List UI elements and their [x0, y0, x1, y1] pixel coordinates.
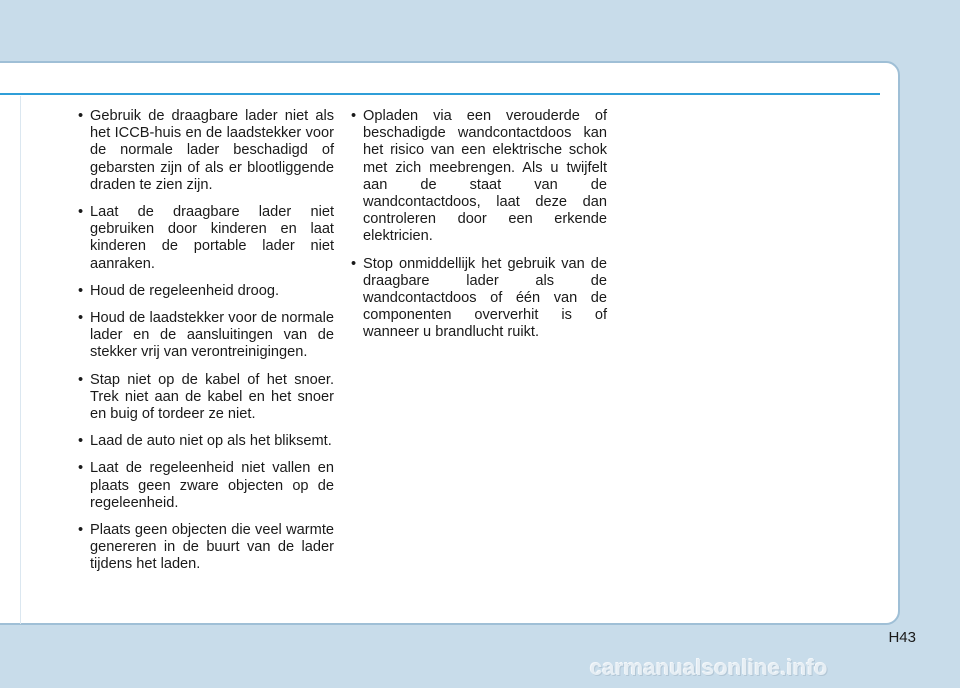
- watermark: carmanualsonline.info: [590, 655, 828, 680]
- bullet-item: • Gebruik de draagbare lader niet als het ICCB-huis en de laadstekker voor de normale lader beschadigd of gebarsten zijn of als er blootliggende draden te zien zijn.: [78, 108, 334, 194]
- page-number: H43: [888, 629, 916, 646]
- left-column: [78, 108, 334, 584]
- bullet-item: • Laat de regeleenheid niet vallen en plaats geen zware objecten op de regeleenheid.: [78, 460, 334, 512]
- bullet-item: • Houd de regeleenheid droog.: [78, 283, 334, 300]
- bullet-item: • Laat de draagbare lader niet gebruiken door kinderen en laat kinderen de portable lader niet aanraken.: [78, 204, 334, 273]
- bullet-item: • Houd de laadstekker voor de normale lader en de aansluitingen van de stekker vrij van verontreinigingen.: [78, 310, 334, 362]
- sidebar-divider: [20, 96, 21, 624]
- bullet-item: • Stap niet op de kabel of het snoer. Trek niet aan de kabel en het snoer en buig of tordeer ze niet.: [78, 372, 334, 424]
- header-rule: [0, 93, 880, 95]
- bullet-item: • Plaats geen objecten die veel warmte genereren in de buurt van de lader tijdens het laden.: [78, 522, 334, 574]
- bullet-item: • Opladen via een verouderde of beschadigde wandcontactdoos kan het risico van een elektrische schok met zich meebrengen. Als u twijfelt aan de staat van de wandcontactdoos, laat deze dan controleren door een erkende elektricien.: [351, 108, 607, 246]
- bullet-item: • Stop onmiddellijk het gebruik van de draagbare lader als de wandcontactdoos of één van de componenten oververhit is of wanneer u brandlucht ruikt.: [351, 256, 607, 342]
- bullet-item: • Laad de auto niet op als het bliksemt.: [78, 433, 334, 450]
- right-column: [351, 108, 607, 352]
